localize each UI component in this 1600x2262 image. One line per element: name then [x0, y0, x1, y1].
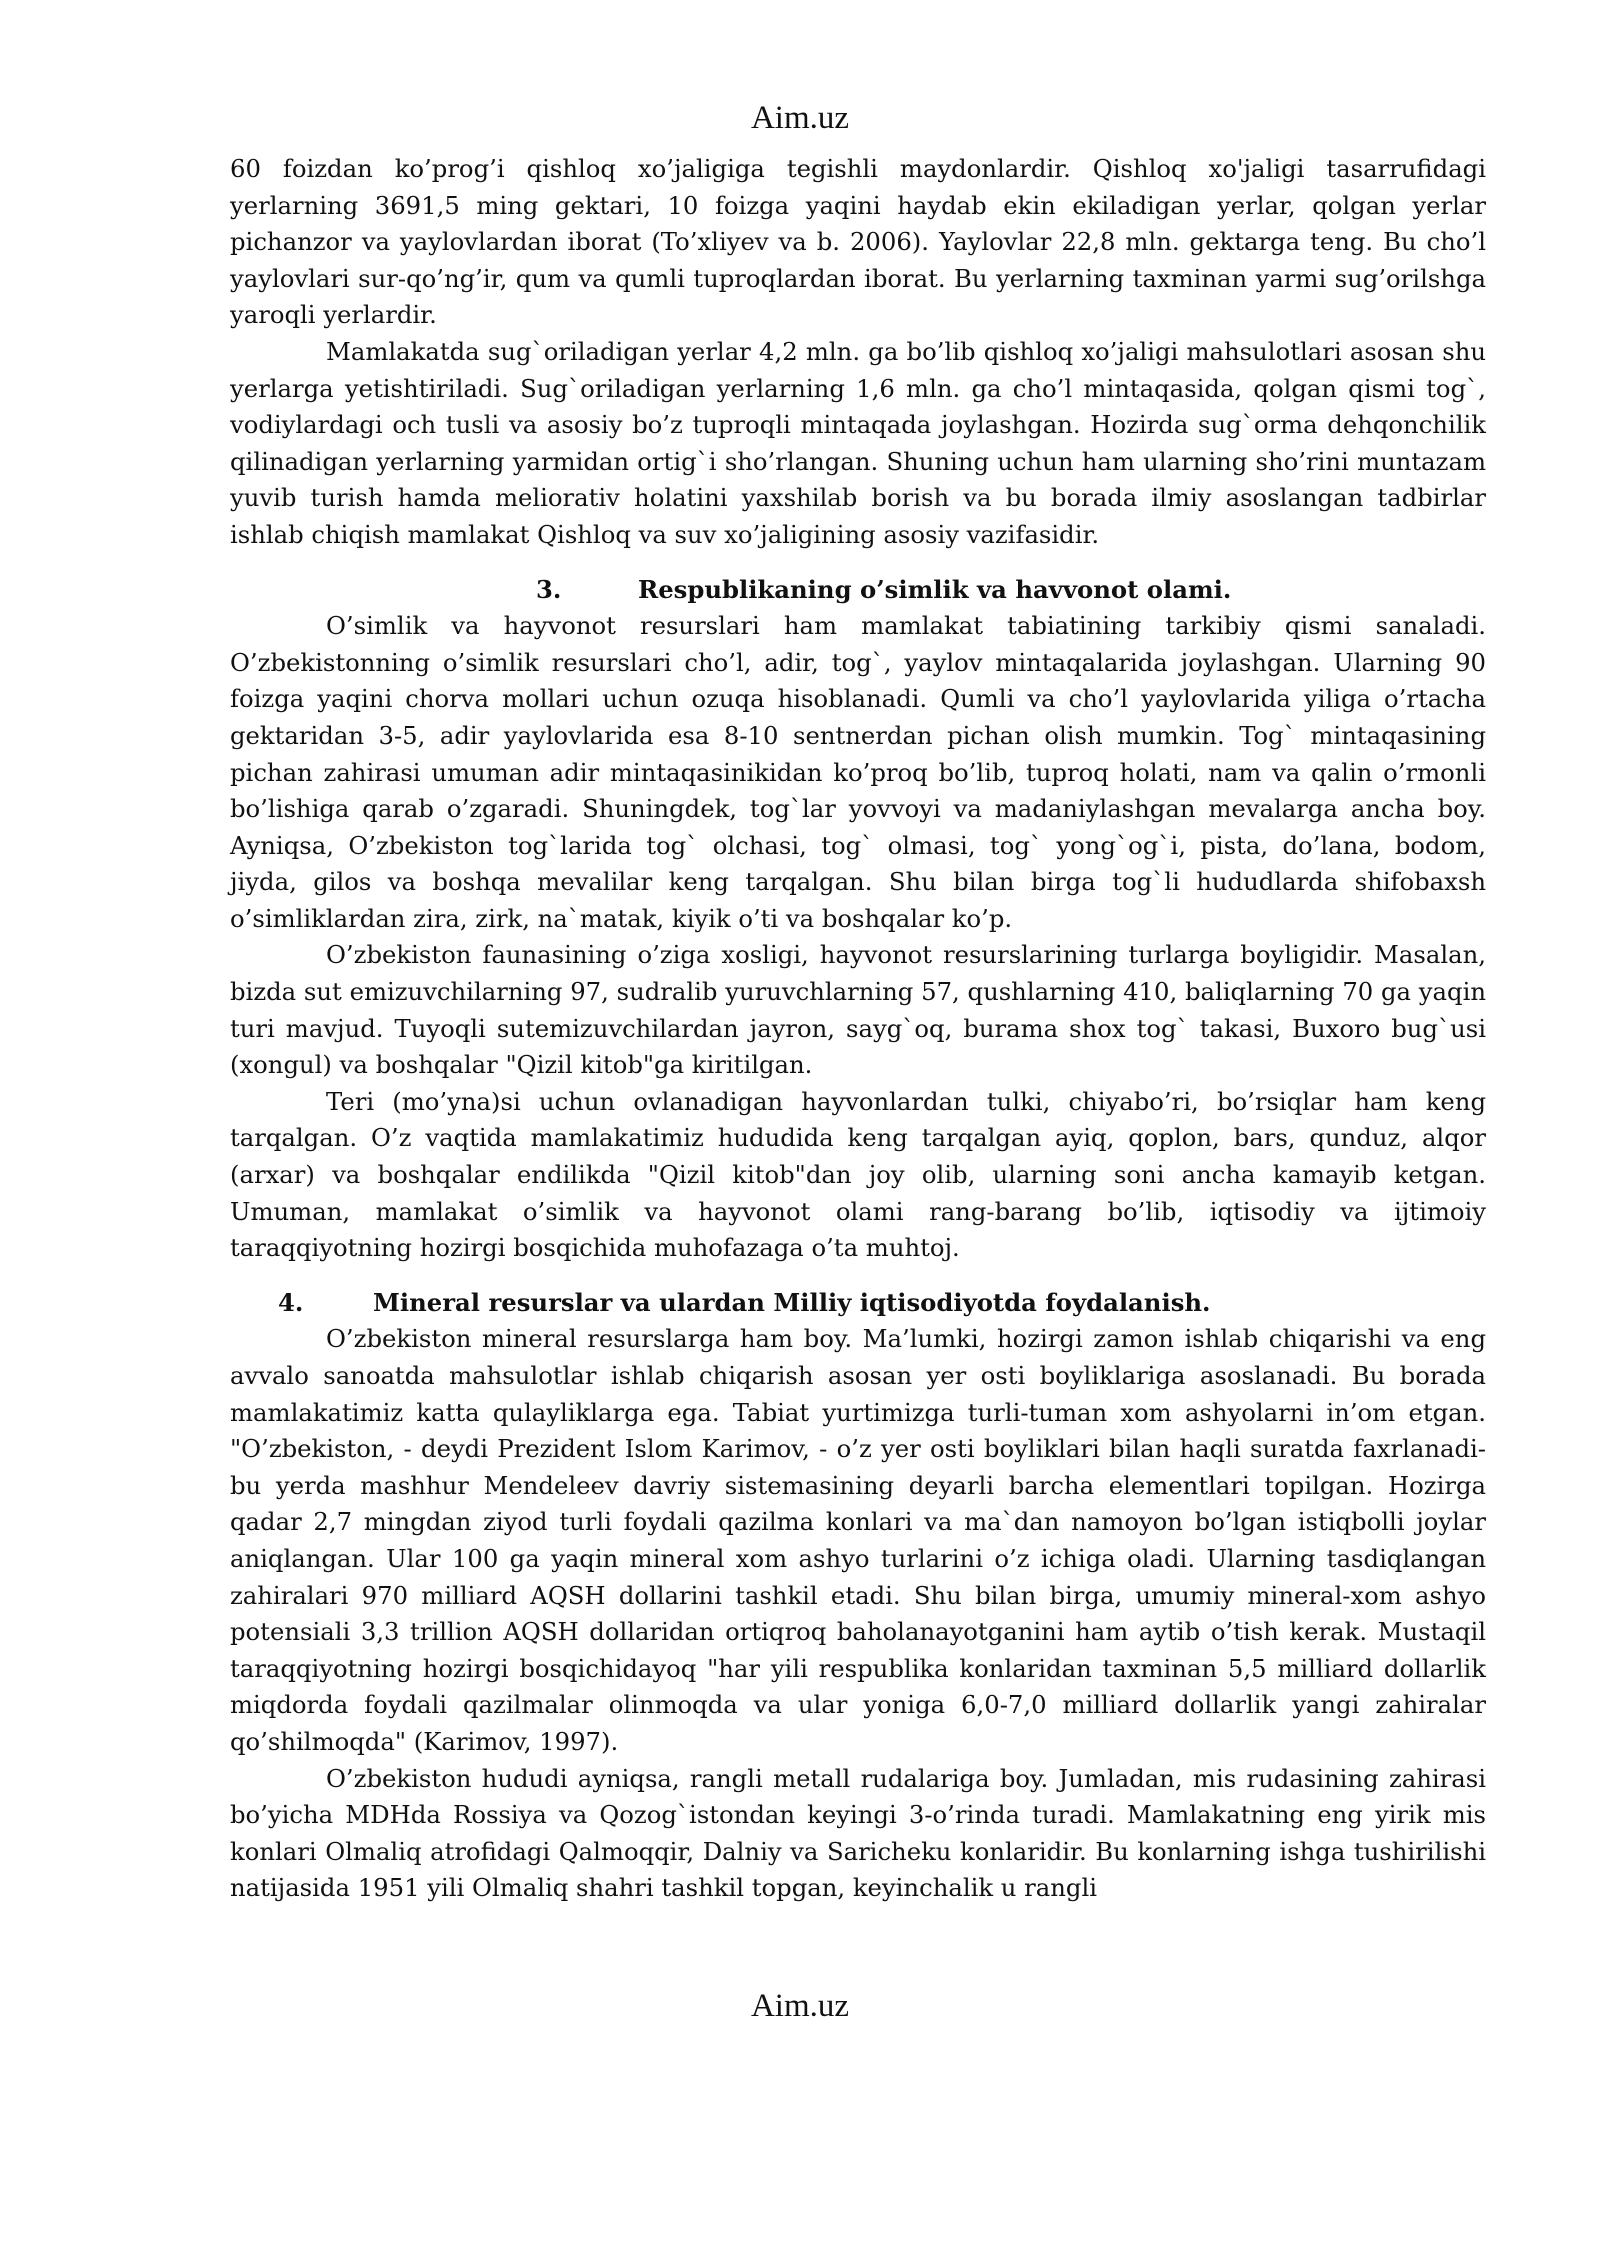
paragraph: O’zbekiston hududi ayniqsa, rangli metall rudalariga boy. Jumladan, mis rudasining zahirasi bo’yicha MDHda Rossiya va Qozog`istondan keyingi 3-o’rinda turadi. Mamlakatning eng yirik mis konlari Olmaliq atrofidagi Qalmoqqir, Dalniy va Saricheku konlaridir. Bu konlarning ishga tushirilishi natijasida 1951 yili Olmaliq shahri tashkil topgan, keyinchalik u rangli: [230, 1763, 1486, 1903]
section-heading-3: [230, 572, 1486, 609]
paragraph: 60 foizdan ko’prog’i qishloq xo’jaligiga tegishli maydonlardir. Qishloq xo'jaligi tasarrufidagi yerlarning 3691,5 ming gektari, 10 foizga yaqini haydab ekin ekiladigan yerlar, qolgan yerlar pichanzor va yaylovlardan iborat (To’xliyev va b. 2006). Yaylovlar 22,8 mln. gektarga teng. Bu cho’l yaylovlari sur-qo’ng’ir, qum va qumli tuproqlardan iborat. Bu yerlarning taxminan yarmi sug’orilshga yaroqli yerlardir.: [230, 154, 1486, 330]
page-footer: Aim.uz: [750, 1988, 850, 2024]
paragraph: Teri (mo’yna)si uchun ovlanadigan hayvonlardan tulki, chiyabo’ri, bo’rsiqlar ham keng tarqalgan. O’z vaqtida mamlakatimiz hududida keng tarqalgan ayiq, qoplon, bars, qunduz, alqor (arxar) va boshqalar endilikda "Qizil kitob"dan joy olib, ularning soni ancha kamayib ketgan. Umuman, mamlakat o’simlik va hayvonot olami rang-barang bo’lib, iqtisodiy va ijtimoiy taraqqiyotning hozirgi bosqichida muhofazaga o’ta muhtoj.: [230, 1086, 1486, 1263]
paragraph: Mamlakatda sug`oriladigan yerlar 4,2 mln. ga bo’lib qishloq xo’jaligi mahsulotlari asosan shu yerlarga yetishtiriladi. Sug`oriladigan yerlarning 1,6 mln. ga cho’l mintaqasida, qolgan qismi tog`, vodiylardagi och tusli va asosiy bo’z tuproqli mintaqada joylashgan. Hozirda sug`orma dehqonchilik qilinadigan yerlarning yarmidan ortig`i sho’rlangan. Shuning uchun ham ularning sho’rini muntazam yuvib turish hamda meliorativ holatini yaxshilab borish va bu borada ilmiy asoslangan tadbirlar ishlab chiqish mamlakat Qishloq va suv xo’jaligining asosiy vazifasidir.: [230, 336, 1486, 549]
section-title: Respublikaning o’simlik va havvonot olami.: [638, 574, 1232, 604]
page-header: Aim.uz: [750, 100, 850, 136]
spacer: [230, 1267, 1486, 1285]
spacer: [230, 554, 1486, 572]
section-number: 4.: [278, 1287, 304, 1317]
paragraph: O’simlik va hayvonot resurslari ham mamlakat tabiatining tarkibiy qismi sanaladi. O’zbekistonning o’simlik resurslari cho’l, adir, tog`, yaylov mintaqalarida joylashgan. Ularning 90 foizga yaqini chorva mollari uchun ozuqa hisoblanadi. Qumli va cho’l yaylovlarida yiliga o’rtacha gektaridan 3-5, adir yaylovlarida esa 8-10 sentnerdan pichan olish mumkin. Tog` mintaqasining pichan zahirasi umuman adir mintaqasinikidan ko’proq bo’lib, tuproq holati, nam va qalin o’rmonli bo’lishiga qarab o’zgaradi. Shuningdek, tog`lar yovvoyi va madaniylashgan mevalarga ancha boy. Ayniqsa, O’zbekiston tog`larida tog` olchasi, tog` olmasi, tog` yong`og`i, pista, do’lana, bodom, jiyda, gilos va boshqa mevalilar keng tarqalgan. Shu bilan birga tog`li hududlarda shifobaxsh o’simliklardan zira, zirk, na`matak, kiyik o’ti va boshqalar ko’p.: [230, 611, 1486, 933]
section-number: 3.: [536, 574, 562, 604]
paragraph: O’zbekiston faunasining o’ziga xosligi, hayvonot resurslarining turlarga boyligidir. Masalan, bizda sut emizuvchilarning 97, sudralib yuruvchlarning 57, qushlarning 410, baliqlarning 70 ga yaqin turi mavjud. Tuyoqli sutemizuvchilardan jayron, sayg`oq, burama shox tog` takasi, Buxoro bug`usi (xongul) va boshqalar "Qizil kitob"ga kiritilgan.: [230, 940, 1486, 1080]
paragraph: O’zbekiston mineral resurslarga ham boy. Ma’lumki, hozirgi zamon ishlab chiqarishi va eng avvalo sanoatda mahsulotlar ishlab chiqarish asosan yer osti boyliklariga asoslanadi. Bu borada mamlakatimiz katta qulayliklarga ega. Tabiat yurtimizga turli-tuman xom ashyolarni in’om etgan. "O’zbekiston, - deydi Prezident Islom Karimov, - o’z yer osti boyliklari bilan haqli suratda faxrlanadi-bu yerda mashhur Mendeleev davriy sistemasining deyarli barcha elementlari topilgan. Hozirga qadar 2,7 mingdan ziyod turli foydali qazilma konlari va ma`dan namoyon bo’lgan istiqbolli joylar aniqlangan. Ular 100 ga yaqin mineral xom ashyo turlarini o’z ichiga oladi. Ularning tasdiqlangan zahiralari 970 milliard AQSH dollarini tashkil etadi. Shu bilan birga, umumiy mineral-xom ashyo potensiali 3,3 trillion AQSH dollaridan ortiqroq baholanayotganini ham aytib o’tish kerak. Mustaqil taraqqiyotning hozirgi bosqichidayoq "har yili respublika konlaridan taxminan 5,5 milliard dollarlik miqdorda foydali qazilmalar olinmoqda va ular yoniga 6,0-7,0 milliard dollarlik yangi zahiralar qo’shilmoqda" (Karimov, 1997).: [230, 1324, 1486, 1756]
section-title: Mineral resurslar va ulardan Milliy iqtisodiyotda foydalanish.: [373, 1287, 1211, 1317]
document-body: [230, 151, 1486, 1907]
section-heading-4: [230, 1285, 1486, 1322]
